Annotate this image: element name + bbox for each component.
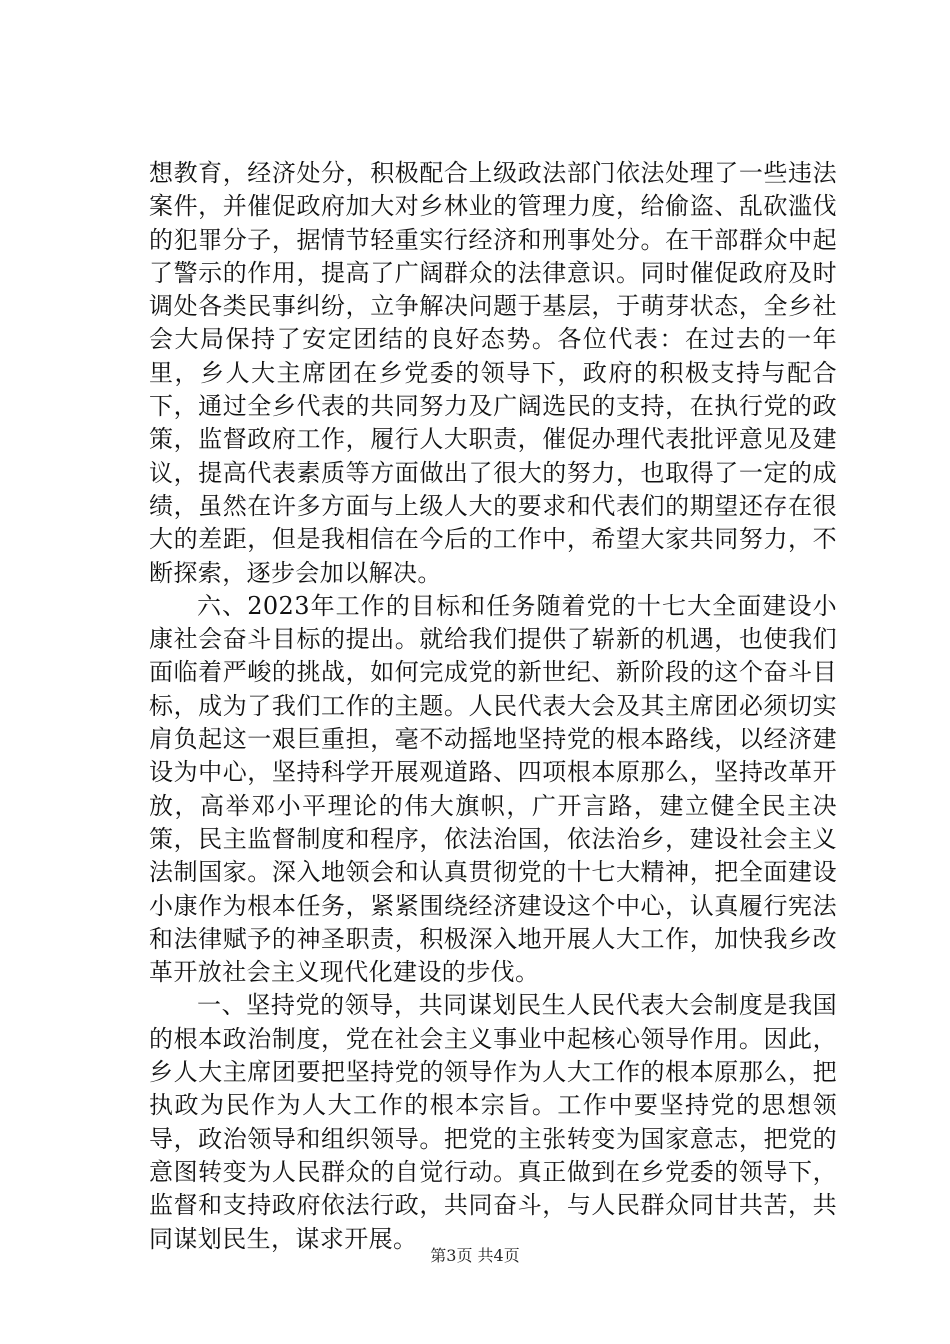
document-body (149, 157, 837, 1256)
page-number-footer: 第3页 共4页 (430, 1246, 520, 1265)
paragraph-continuation: 想教育，经济处分，积极配合上级政法部门依法处理了一些违法案件，并催促政府加大对乡林业的管理力度，给偷盗、乱砍滥伐的犯罪分子，据情节轻重实行经济和刑事处分。在干部群众中起了警示的作用，提高了广阔群众的法律意识。同时催促政府及时调处各类民事纠纷，立争解决问题于基层，于萌芽状态，全乡社会大局保持了安定团结的良好态势。各位代表：在过去的一年里，乡人大主席团在乡党委的领导下，政府的积极支持与配合下，通过全乡代表的共同努力及广阔选民的支持，在执行党的政策，监督政府工作，履行人大职责，催促办理代表批评意见及建议，提高代表素质等方面做出了很大的努力，也取得了一定的成绩，虽然在许多方面与上级人大的要求和代表们的期望还存在很大的差距，但是我相信在今后的工作中，希望大家共同努力，不断探索，逐步会加以解决。 (149, 159, 837, 587)
paragraph-section-six: 六、2023年工作的目标和任务随着党的十七大全面建设小康社会奋斗目标的提出。就给我们提供了崭新的机遇，也使我们面临着严峻的挑战，如何完成党的新世纪、新阶段的这个奋斗目标，成为了我们工作的主题。人民代表大会及其主席团必须切实肩负起这一艰巨重担，毫不动摇地坚持党的根本路线，以经济建设为中心，坚持科学开展观道路、四项根本原那么，坚持改革开放，高举邓小平理论的伟大旗帜，广开言路，建立健全民主决策，民主监督制度和程序，依法治国，依法治乡，建设社会主义法制国家。深入地领会和认真贯彻党的十七大精神，把全面建设小康作为根本任务，紧紧围绕经济建设这个中心，认真履行宪法和法律赋予的神圣职责，积极深入地开展人大工作，加快我乡改革开放社会主义现代化建设的步伐。 (149, 591, 837, 987)
paragraph-section-one: 一、坚持党的领导，共同谋划民生人民代表大会制度是我国的根本政治制度，党在社会主义事业中起核心领导作用。因此，乡人大主席团要把坚持党的领导作为人大工作的根本原那么，把执政为民作为人大工作的根本宗旨。工作中要坚持党的思想领导，政治领导和组织领导。把党的主张转变为国家意志，把党的意图转变为人民群众的自觉行动。真正做到在乡党委的领导下，监督和支持政府依法行政，共同奋斗，与人民群众同甘共苦，共同谋划民生，谋求开展。 (149, 991, 837, 1253)
